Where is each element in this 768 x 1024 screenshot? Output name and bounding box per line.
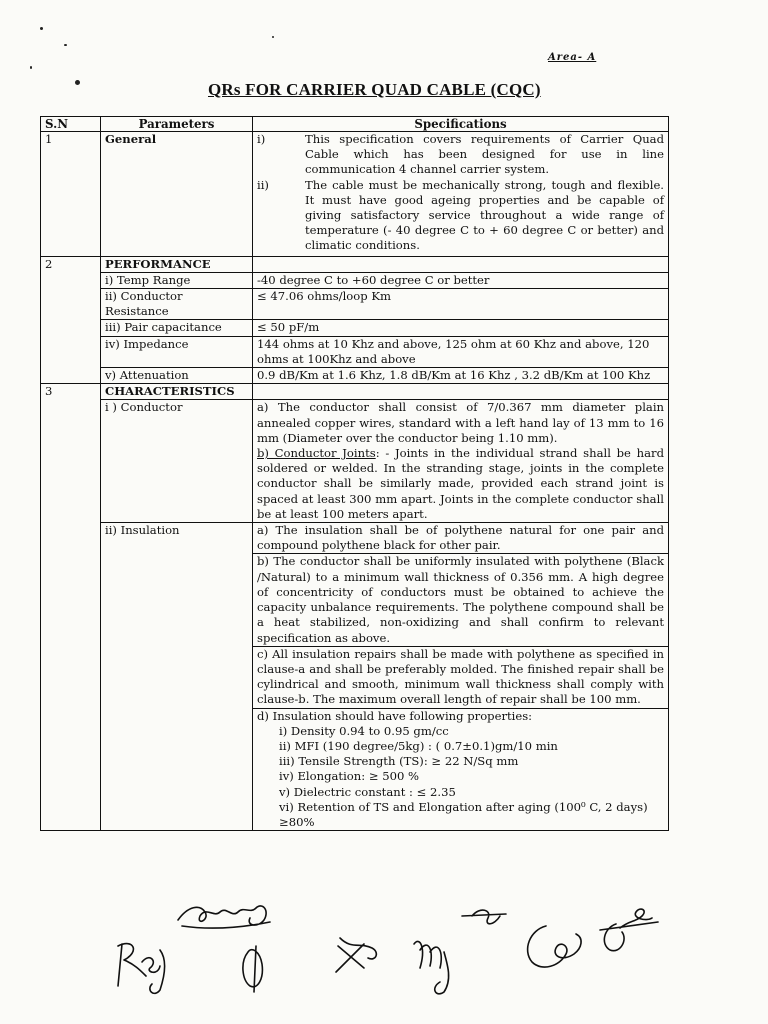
sn-cell: 1 bbox=[41, 132, 101, 257]
item-number: i) bbox=[257, 132, 266, 146]
performance-row bbox=[41, 336, 669, 367]
general-item bbox=[257, 132, 664, 178]
insulation-row bbox=[41, 523, 669, 554]
param-cell: iii) Pair capacitance bbox=[101, 320, 253, 336]
header-parameters: Parameters bbox=[101, 117, 253, 132]
general-item bbox=[257, 178, 664, 254]
property-item: i) Density 0.94 to 0.95 gm/cc bbox=[279, 723, 449, 738]
signature-raj bbox=[118, 944, 165, 994]
spec-cell: c) All insulation repairs shall be made with polythene as specified in clause-a and shall be preferably molded. The finished repair shall be cylindrical and smooth, minimum wall thickness shall comply with clause-b. The maximum overall length of repair shall be 100 mm. bbox=[253, 646, 669, 708]
scan-speck bbox=[40, 27, 43, 30]
sn-cell: 2 bbox=[41, 256, 101, 384]
signature-mark bbox=[243, 946, 262, 992]
conductor-row bbox=[41, 400, 669, 523]
spec-cell: a) The insulation shall be of polythene natural for one pair and compound polythene black for other pair. bbox=[253, 523, 669, 554]
insulation-properties-list bbox=[257, 724, 664, 830]
spec-cell: -40 degree C to +60 degree C or better bbox=[253, 272, 669, 288]
property-item: v) Dielectric constant : ≤ 2.35 bbox=[279, 784, 456, 799]
performance-row bbox=[41, 289, 669, 320]
spec-table bbox=[40, 116, 669, 831]
property-item: iii) Tensile Strength (TS): ≥ 22 N/Sq mm bbox=[279, 754, 519, 769]
characteristics-header-row bbox=[41, 384, 669, 400]
scan-speck bbox=[30, 66, 32, 69]
performance-row bbox=[41, 272, 669, 288]
performance-header-row bbox=[41, 256, 669, 272]
scan-speck bbox=[272, 36, 274, 38]
conductor-clause-b bbox=[257, 446, 664, 522]
spec-cell bbox=[253, 400, 669, 523]
spec-cell: 0.9 dB/Km at 1.6 Khz, 1.8 dB/Km at 16 Khz , 3.2 dB/Km at 100 Khz bbox=[253, 368, 669, 384]
empty-cell bbox=[253, 256, 669, 272]
empty-cell bbox=[253, 384, 669, 400]
param-cell: i ) Conductor bbox=[101, 400, 253, 523]
param-cell: General bbox=[101, 132, 253, 257]
conductor-joints-text: : - Joints in the individual strand shall be hard soldered or welded. In the stranding stage, joints in the complete conductor shall be similarly made, provided each strand joint is spaced at least 300 mm apart. Joints in the complete conductor shall be at least 100 meters apart. bbox=[257, 446, 664, 521]
page-title: QRs FOR CARRIER QUAD CABLE (CQC) bbox=[208, 80, 541, 99]
corner-label: Area- A bbox=[548, 52, 597, 63]
spec-cell: ≤ 50 pF/m bbox=[253, 320, 669, 336]
item-text: The cable must be mechanically strong, tough and flexible. It must have good ageing properties and be capable of giving satisfactory service throughout a wide range of temperature (- 40 degree C to + 60 degree C or better) and climatic conditions. bbox=[305, 177, 664, 253]
property-item: vi) Retention of TS and Elongation after aging (100⁰ C, 2 days) ≥80% bbox=[279, 799, 648, 829]
param-cell: iv) Impedance bbox=[101, 336, 253, 367]
header-specifications: Specifications bbox=[253, 117, 669, 132]
header-sn: S.N bbox=[41, 117, 101, 132]
spec-cell: 144 ohms at 10 Khz and above, 125 ohm at 60 Khz and above, 120 ohms at 100Khz and above bbox=[253, 336, 669, 367]
param-cell: i) Temp Range bbox=[101, 272, 253, 288]
conductor-clause-a: a) The conductor shall consist of 7/0.367 mm diameter plain annealed copper wires, standard with a left hand lay of 13 mm to 16 mm (Diameter over the conductor being 1.10 mm). bbox=[257, 400, 664, 445]
signature-upper-mark bbox=[462, 910, 506, 924]
general-row bbox=[41, 132, 669, 257]
conductor-joints-label: b) Conductor Joints bbox=[257, 446, 376, 461]
section-title: CHARACTERISTICS bbox=[101, 384, 253, 400]
property-item: iv) Elongation: ≥ 500 % bbox=[279, 769, 420, 784]
signature-as bbox=[600, 909, 658, 951]
spec-cell bbox=[253, 708, 669, 831]
param-cell: v) Attenuation bbox=[101, 368, 253, 384]
property-item: ii) MFI (190 degree/5kg) : ( 0.7±0.1)gm/10 min bbox=[279, 738, 558, 753]
item-text: This specification covers requirements of Carrier Quad Cable which has been designed for use in line communication 4 channel carrier system. bbox=[305, 132, 664, 177]
sn-cell: 3 bbox=[41, 384, 101, 831]
insulation-properties-intro: d) Insulation should have following properties: bbox=[257, 708, 533, 723]
performance-row bbox=[41, 368, 669, 384]
performance-row bbox=[41, 320, 669, 336]
signature-cross bbox=[336, 938, 376, 972]
scan-speck bbox=[75, 80, 80, 85]
header-row bbox=[41, 117, 669, 132]
spec-cell bbox=[253, 132, 669, 257]
scan-speck bbox=[64, 44, 67, 46]
spec-cell: ≤ 47.06 ohms/loop Km bbox=[253, 289, 669, 320]
signature-sanjay bbox=[178, 906, 270, 928]
param-cell: ii) Conductor Resistance bbox=[101, 289, 253, 320]
signature-circle bbox=[528, 926, 582, 967]
spec-cell: b) The conductor shall be uniformly insulated with polythene (Black /Natural) to a minimum wall thickness of 0.356 mm. A high degree of concentricity of conductors must be obtained to achieve the capacity unbalance requirements. The polythene compound shall be a heat stabilized, non-oxidizing and shall confirm to relevant specification as above. bbox=[253, 554, 669, 646]
section-title: PERFORMANCE bbox=[101, 256, 253, 272]
param-cell: ii) Insulation bbox=[101, 523, 253, 831]
item-number: ii) bbox=[257, 177, 269, 192]
signature-my bbox=[414, 941, 449, 993]
